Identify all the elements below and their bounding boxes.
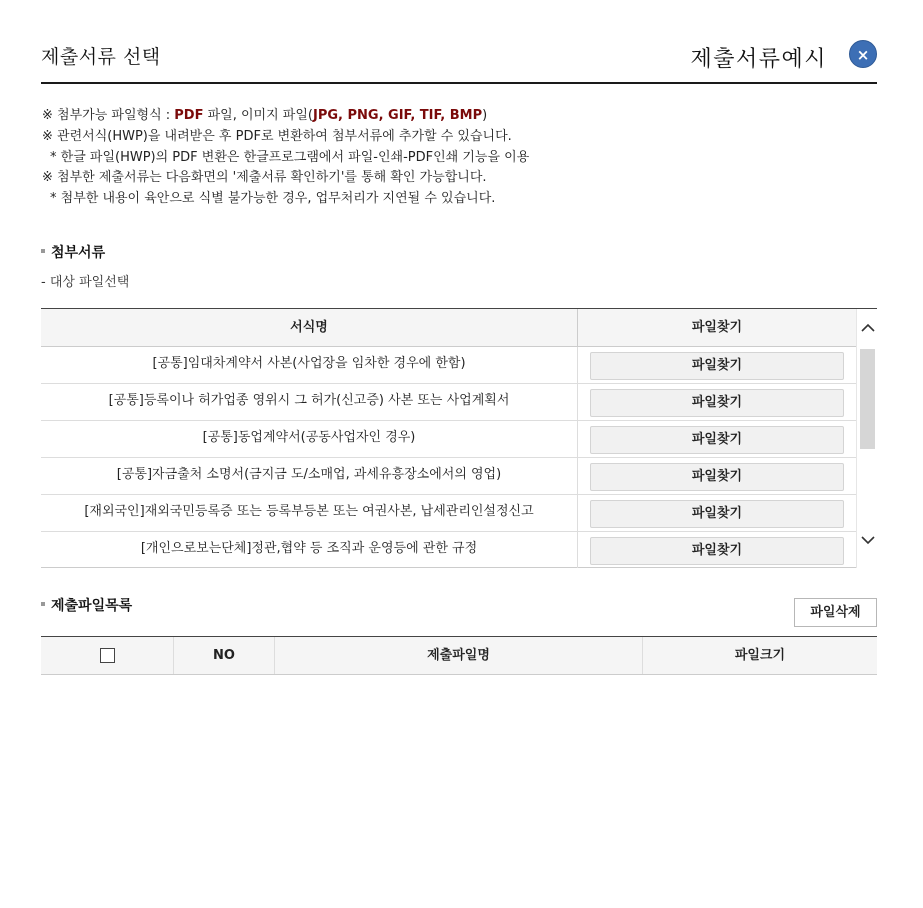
submitted-table-header xyxy=(41,636,877,675)
dialog-header xyxy=(41,36,877,84)
file-find-button[interactable]: 파일찾기 xyxy=(590,352,844,380)
scroll-thumb[interactable] xyxy=(860,349,875,449)
file-find-button[interactable]: 파일찾기 xyxy=(590,463,844,491)
notice-line-hwp: ※ 관련서식(HWP)을 내려받은 후 PDF로 변환하여 첨부서류에 추가할 수 있습니다. xyxy=(42,128,512,144)
example-docs-link[interactable]: 제출서류예시 xyxy=(690,47,827,72)
table-row xyxy=(41,347,856,384)
form-name: [재외국인]재외국민등록증 또는 등록부등본 또는 여권사본, 납세관리인설정신고 xyxy=(41,495,578,531)
table-row xyxy=(41,495,856,532)
close-button[interactable] xyxy=(849,40,877,68)
form-name: [공통]동업계약서(공동사업자인 경우) xyxy=(41,421,578,457)
form-name: [공통]자금출처 소명서(금지금 도/소매업, 과세유흥장소에서의 영업) xyxy=(41,458,578,494)
select-all-checkbox[interactable] xyxy=(100,648,115,663)
attach-table-header xyxy=(41,309,856,347)
file-find-button[interactable]: 파일찾기 xyxy=(590,389,844,417)
col-header-file-name: 제출파일명 xyxy=(275,637,643,674)
file-find-button[interactable]: 파일찾기 xyxy=(590,537,844,565)
form-name: [공통]등록이나 허가업종 영위시 그 허가(신고증) 사본 또는 사업계획서 xyxy=(41,384,578,420)
form-name: [공통]임대차계약서 사본(사업장을 임차한 경우에 한함) xyxy=(41,347,578,383)
notice-block xyxy=(42,106,529,210)
attach-table xyxy=(41,308,877,568)
col-header-file-find: 파일찾기 xyxy=(691,320,743,335)
file-find-button[interactable]: 파일찾기 xyxy=(590,500,844,528)
notice-line-delay: * 첨부한 내용이 육안으로 식별 불가능한 경우, 업무처리가 지연될 수 있습니다. xyxy=(50,191,496,207)
dialog-title: 제출서류 선택 xyxy=(41,46,161,68)
chevron-up-icon xyxy=(861,323,875,333)
bullet-icon xyxy=(41,249,45,253)
chevron-down-icon xyxy=(861,535,875,545)
table-row xyxy=(41,421,856,458)
close-icon: × xyxy=(856,46,870,64)
table-row xyxy=(41,532,856,568)
col-header-file-size: 파일크기 xyxy=(734,648,786,663)
attach-section-title: 첨부서류 xyxy=(41,242,105,262)
attach-subtitle: - 대상 파일선택 xyxy=(41,275,130,290)
bullet-icon xyxy=(41,602,45,606)
col-header-no: NO xyxy=(174,637,275,674)
table-row xyxy=(41,458,856,495)
notice-line-confirm: ※ 첨부한 제출서류는 다음화면의 '제출서류 확인하기'를 통해 확인 가능합니다. xyxy=(42,170,487,186)
scroll-down-button[interactable] xyxy=(857,533,878,553)
table-row xyxy=(41,384,856,421)
file-find-button[interactable]: 파일찾기 xyxy=(590,426,844,454)
table-scrollbar[interactable] xyxy=(856,309,877,568)
submitted-section-title: 제출파일목록 xyxy=(41,595,132,615)
scroll-up-button[interactable] xyxy=(857,321,878,341)
notice-line-hwp-convert: * 한글 파일(HWP)의 PDF 변환은 한글프로그램에서 파일-인쇄-PDF인쇄 기능을 이용 xyxy=(50,149,530,165)
col-header-select-all xyxy=(41,637,174,674)
attach-table-body xyxy=(41,347,856,568)
col-header-form-name: 서식명 xyxy=(41,309,578,346)
form-name: [개인으로보는단체]정관,협약 등 조직과 운영등에 관한 규정 xyxy=(41,532,578,568)
notice-line-formats: ※ 첨부가능 파일형식 : PDF 파일, 이미지 파일(JPG, PNG, GIF, TIF, BMP) xyxy=(42,108,488,123)
delete-file-button[interactable]: 파일삭제 xyxy=(794,598,877,627)
